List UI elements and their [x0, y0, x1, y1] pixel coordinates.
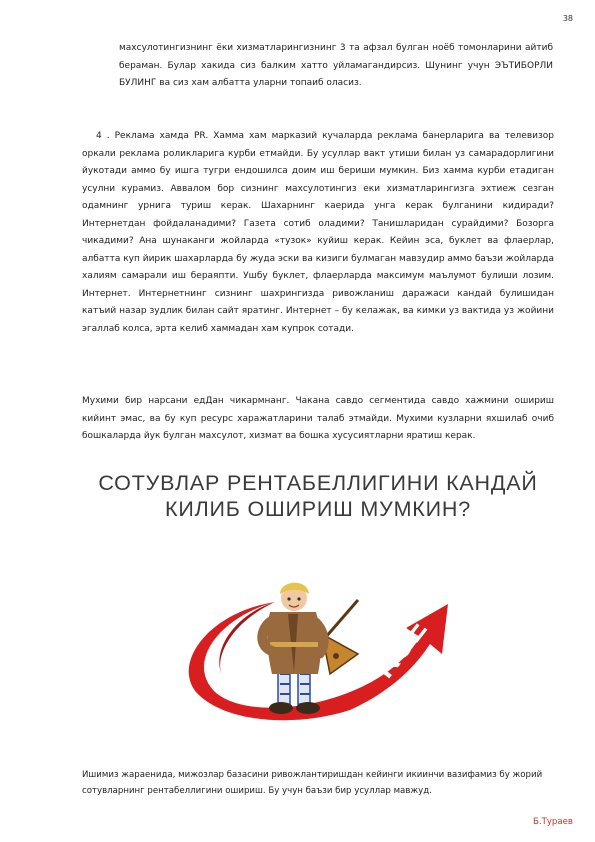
- secret-paragraph: Мухими бир нарсани едДан чикармнанг. Чакана савдо сегментида савдо хажмини ошириш кийинт эмас, ва бу куп ресурс харажатларини талаб этмайди. Мухими кузларни яхшилаб очиб бошкаларда йук булган махсулот, хизмат ва бошка хусусиятларни яратиш керак.: [82, 396, 554, 441]
- musician-figure: [262, 583, 358, 714]
- section-heading: СОТУВЛАР РЕНТАБЕЛЛИГИНИ КАНДАЙ КИЛИБ ОШИРИШ МУМКИН?: [98, 471, 538, 521]
- intro-paragraph: махсулотингизнинг ёки хизматларингизнинг 3 та афзал булган ноёб томонларини айтиб бераман. Булар хакида сиз балким хатто уйламагандирсиз. Шунинг учун ЭЪТИБОРЛИ БУЛИНГ ва сиз хам албатта уларни топаиб оласиз.: [119, 43, 553, 88]
- author-signature: Б.Тураев: [532, 817, 573, 827]
- roe-arrow-figure-image: [180, 562, 455, 722]
- roe-illustration: [180, 562, 455, 722]
- page-number: 38: [562, 14, 573, 23]
- closing-paragraph: Ишимиз жараенида, мижозлар базасини ривожлантиришдан кейинги икиинчи вазифамиз бу жорий сотувларнинг рентабеллигини ошириш. Бу учун баъзи бир усуллар мавжуд.: [82, 770, 543, 796]
- arrow-label: ROE: [367, 612, 434, 685]
- pr-paragraph: 4 . Реклама хамда PR. Хамма хам марказий кучаларда реклама банерларига ва телевизор оркали реклама роликларига курби етмайди. Бу усуллар вакт утиши билан уз самарадорлигини йукотади аммо бу ишга тугри ендошилса доим иш бериши мумкин. Биз хамма курби етадиган усулни курамиз. Аввалом бор сизнинг махсулотингиз еки хизматларингизга эхтиеж сезган одамнинг урнига туриш керак. Шахарнинг каерида унга керак булганини кидиради? Интернетдан фойдаланадими? Газета сотиб оладими? Танишларидан сурайдими? Бозорга чикадими? Ана шунаканги жойларда «тузок» куйиш керак. Кейин эса, буклет ва флаерлар, албатта куп йирик шахарларда бу жуда эски ва кизиги булмаган мавзудир аммо баъзи жойларда халиям самарали иш бераяпти. Ушбу буклет, флаерларда максимум маълумот булиши лозим. Интернет. Интернетнинг сизнинг шахрингизда ривожланиш даражаси кандай булишидан катъий назар зудлик билан сайт яратинг. Интернет – бу келажак, ва кимки уз вактида уз жойини эгаллаб колса, эрта келиб хаммадан хам купрок сотади.: [82, 131, 554, 334]
